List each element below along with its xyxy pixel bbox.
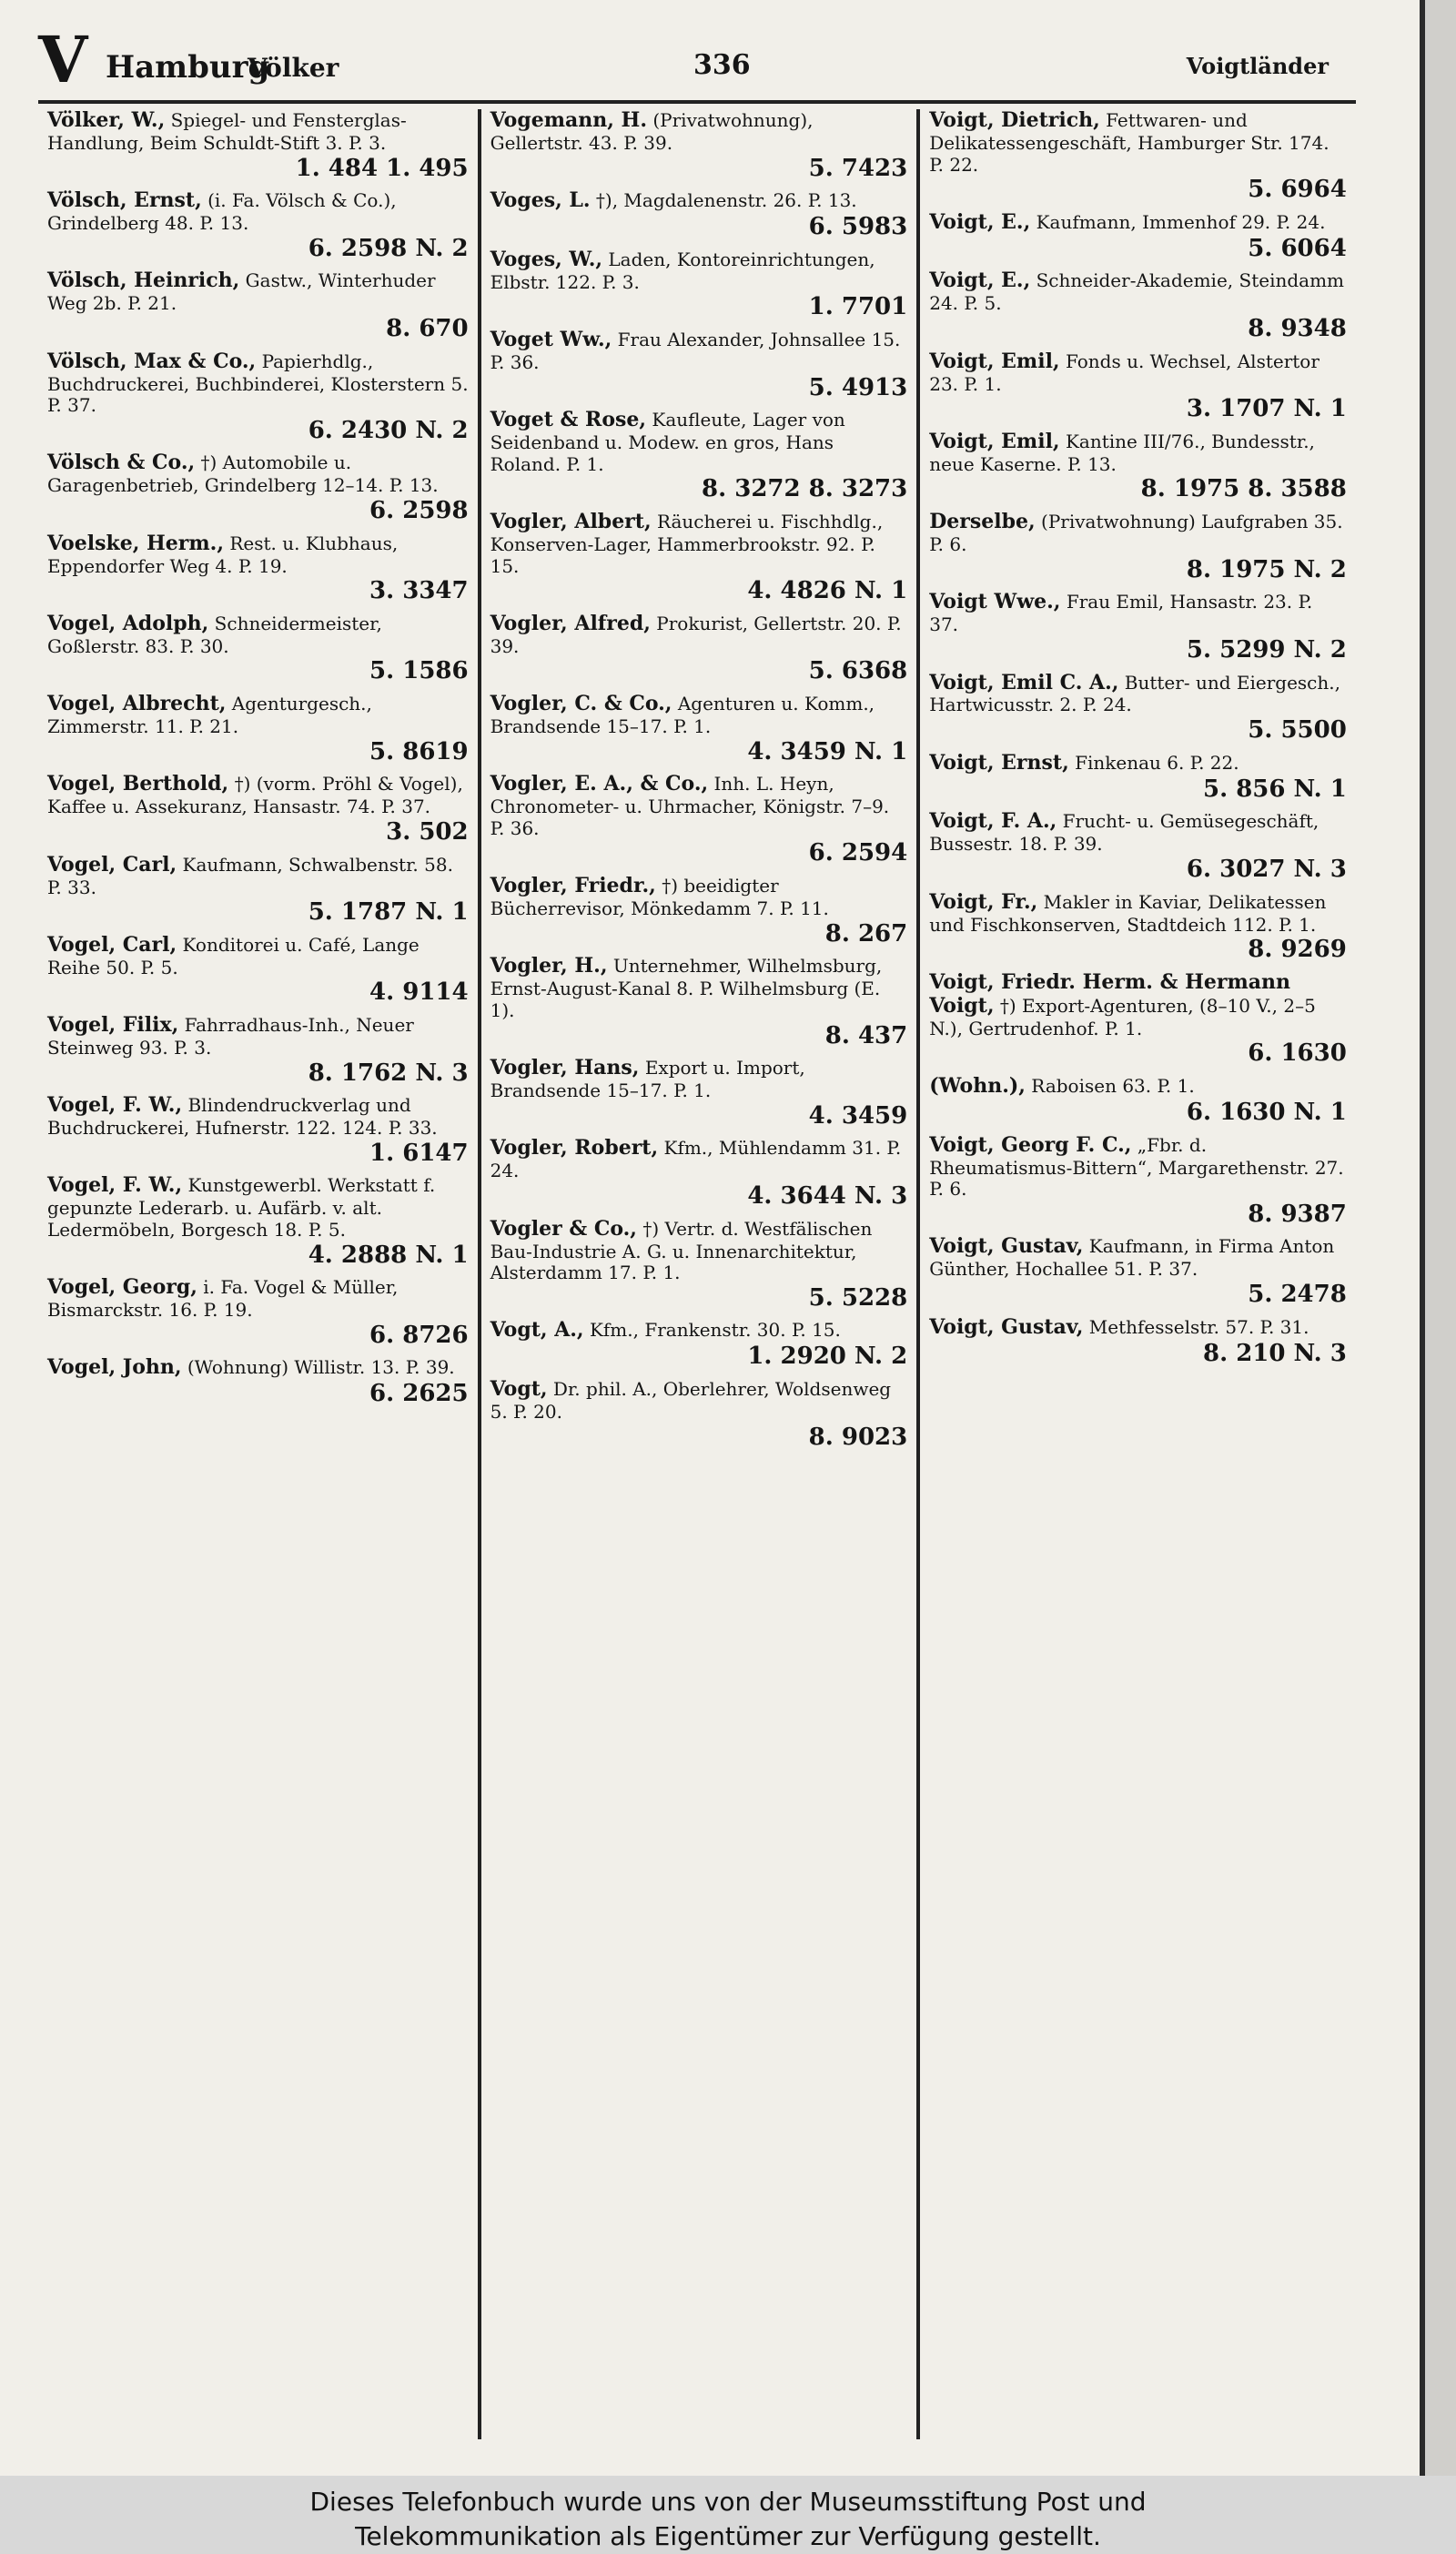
page-header <box>38 22 1356 97</box>
directory-entry <box>47 1094 469 1167</box>
directory-entry <box>490 693 908 765</box>
entry-phone-number: 8. 670 <box>386 314 469 342</box>
entry-name: Vogler, Alfred, <box>490 611 651 635</box>
directory-entry <box>929 971 1347 1068</box>
entry-phone-number: 5. 6964 <box>1248 176 1347 204</box>
entry-details: (Privatwohnung) Laufgraben 35. P. 6. <box>929 511 1343 556</box>
directory-entry <box>490 875 908 948</box>
entry-phone-number: 6. 1630 <box>1248 1039 1347 1068</box>
directory-entry <box>929 109 1347 204</box>
entry-name: Vogel, Georg, <box>47 1275 197 1300</box>
entry-phone-number: 3. 502 <box>386 817 469 846</box>
entry-name: Völker, W., <box>47 108 166 132</box>
entry-phone-number: 5. 4913 <box>808 373 908 401</box>
entry-phone-number: 6. 2594 <box>808 839 908 867</box>
entry-name: Vogel, Filix, <box>47 1013 179 1037</box>
directory-entry <box>47 773 469 846</box>
entry-details: Fonds u. Wechsel, Alstertor 23. P. 1. <box>929 350 1320 395</box>
entry-details: †), Magdalenenstr. 26. P. 13. <box>595 189 857 212</box>
entry-name: Vogler & Co., <box>490 1216 637 1241</box>
entry-phone-number: 8. 3272 8. 3273 <box>702 475 908 503</box>
first-name-heading: Völker <box>248 53 339 83</box>
entry-name: Vogler, Hans, <box>490 1056 640 1080</box>
directory-entry <box>47 1276 469 1349</box>
entry-phone-number: 8. 9023 <box>808 1423 908 1451</box>
entry-name: Voigt, E., <box>929 269 1031 293</box>
entry-name: Vogel, Albrecht, <box>47 692 227 716</box>
directory-entry <box>490 329 908 401</box>
directory-entry <box>490 1057 908 1130</box>
entry-phone-number: 6. 2598 <box>369 497 469 525</box>
entry-details: Agenturgesch., Zimmerstr. 11. P. 21. <box>47 693 372 738</box>
entry-details: Frau Alexander, Johnsallee 15. P. 36. <box>490 329 901 374</box>
entry-name: Vogel, F. W., <box>47 1093 183 1118</box>
directory-columns <box>38 109 1356 2439</box>
entry-phone-number: 1. 6147 <box>369 1139 469 1167</box>
entry-phone-number: 8. 210 N. 3 <box>1203 1339 1347 1367</box>
entry-name: Vogel, Carl, <box>47 852 177 877</box>
last-name-heading: Voigtländer <box>1186 53 1329 79</box>
entry-phone-number: 8. 1975 N. 2 <box>1186 555 1347 583</box>
entry-details: Butter- und Eiergesch., Hartwicusstr. 2. P. 24. <box>929 671 1340 716</box>
directory-entry <box>490 109 908 182</box>
entry-phone-number: 5. 1787 N. 1 <box>308 898 469 927</box>
entry-name: Völsch, Ernst, <box>47 188 202 213</box>
entry-details: Kaufmann, Schwalbenstr. 58. P. 33. <box>47 853 453 898</box>
directory-entry <box>490 773 908 867</box>
directory-entry <box>490 409 908 503</box>
entry-name: Völsch, Max & Co., <box>47 349 257 373</box>
directory-entry <box>47 693 469 765</box>
entry-phone-number: 5. 5299 N. 2 <box>1186 635 1347 664</box>
entry-name: Vogel, Berthold, <box>47 772 229 796</box>
entry-details: Konditorei u. Café, Lange Reihe 50. P. 5. <box>47 933 420 978</box>
entry-phone-number: 6. 8726 <box>369 1321 469 1349</box>
entry-details: (Privatwohnung), Gellertstr. 43. P. 39. <box>490 109 814 154</box>
entry-details: Kantine III/76., Bundesstr., neue Kaserne. P. 13. <box>929 430 1315 475</box>
entry-phone-number: 6. 3027 N. 3 <box>1186 855 1347 883</box>
entry-name: Vogt, <box>490 1377 548 1402</box>
page-edge <box>1425 0 1456 2476</box>
entry-phone-number: 6. 2625 <box>369 1380 469 1408</box>
directory-entry <box>929 1134 1347 1229</box>
entry-phone-number: 8. 9387 <box>1248 1200 1347 1228</box>
entry-phone-number: 5. 7423 <box>808 154 908 182</box>
entry-details: Methfesselstr. 57. P. 31. <box>1088 1315 1309 1338</box>
directory-entry <box>47 854 469 927</box>
entry-phone-number: 8. 437 <box>824 1021 908 1049</box>
footer-line-1: Dieses Telefonbuch wurde uns von der Museumsstiftung Post und <box>309 2487 1147 2517</box>
entry-details: Kaufmann, in Firma Anton Günther, Hochallee 51. P. 37. <box>929 1235 1335 1281</box>
entry-phone-number: 6. 2598 N. 2 <box>308 234 469 262</box>
entry-name: Vogel, Carl, <box>47 932 177 957</box>
entry-details: Schneider-Akademie, Steindamm 24. P. 5. <box>929 269 1345 315</box>
entry-details: Agenturen u. Komm., Brandsende 15–17. P. 1. <box>490 693 875 738</box>
entry-details: Dr. phil. A., Oberlehrer, Woldsenweg 5. P. 20. <box>490 1378 892 1424</box>
entry-details: †) beeidigter Bücherrevisor, Mönkedamm 7. P. 11. <box>490 875 829 920</box>
entry-details: Export u. Import, Brandsende 15–17. P. 1. <box>490 1057 805 1102</box>
entry-details: i. Fa. Vogel & Müller, Bismarckstr. 16. P. 19. <box>47 1276 399 1322</box>
entry-name: Voigt, E., <box>929 209 1031 234</box>
entry-phone-number: 1. 484 1. 495 <box>295 154 469 182</box>
directory-entry <box>490 955 908 1049</box>
section-letter: V <box>38 22 88 97</box>
directory-entry <box>47 1014 469 1087</box>
entry-name: Derselbe, <box>929 510 1036 534</box>
directory-entry <box>47 532 469 605</box>
entry-details: Schneidermeister, Goßlerstr. 83. P. 30. <box>47 612 382 657</box>
directory-entry <box>929 350 1347 423</box>
directory-entry <box>47 451 469 524</box>
directory-entry <box>490 511 908 605</box>
entry-name: Vogler, E. A., & Co., <box>490 772 709 796</box>
entry-details: „Fbr. d. Rheumatismus-Bittern“, Margarethenstr. 27. P. 6. <box>929 1133 1344 1201</box>
entry-phone-number: 8. 9269 <box>1248 936 1347 964</box>
entry-details: Kunstgewerbl. Werkstatt f. gepunzte Lederarb. u. Aufärb. v. alt. Ledermöbeln, Borgesch 18. P. 5. <box>47 1174 436 1241</box>
page-number: 336 <box>693 49 751 81</box>
directory-entry <box>490 189 908 241</box>
entry-name: Vogler, Friedr., <box>490 874 656 898</box>
entry-name: Voigt, Emil C. A., <box>929 670 1119 694</box>
directory-entry <box>47 613 469 685</box>
entry-name: Völsch & Co., <box>47 451 196 475</box>
entry-name: Voget Ww., <box>490 328 612 352</box>
entry-details: †) (vorm. Pröhl & Vogel), Kaffee u. Assekuranz, Hansastr. 74. P. 37. <box>47 773 463 818</box>
entry-name: Voigt, Georg F. C., <box>929 1132 1132 1157</box>
entry-phone-number: 1. 7701 <box>808 293 908 321</box>
entry-phone-number: 8. 9348 <box>1248 314 1347 342</box>
footer-line-2: Telekommunikation als Eigentümer zur Verfügung gestellt. <box>355 2521 1101 2551</box>
entry-phone-number: 5. 2478 <box>1248 1280 1347 1308</box>
entry-details: Kaufmann, Immenhof 29. P. 24. <box>1036 210 1326 233</box>
entry-details: Papierhdlg., Buchdruckerei, Buchbinderei, Klosterstern 5. P. 37. <box>47 350 469 417</box>
directory-entry <box>47 1356 469 1408</box>
entry-phone-number: 6. 1630 N. 1 <box>1186 1098 1347 1126</box>
entry-details: Fahrradhaus-Inh., Neuer Steinweg 93. P. 3. <box>47 1014 414 1059</box>
entry-phone-number: 4. 3459 N. 1 <box>747 737 908 765</box>
directory-entry <box>929 1316 1347 1368</box>
entry-details: Inh. L. Heyn, Chronometer- u. Uhrmacher, Königstr. 7–9. P. 36. <box>490 773 890 839</box>
entry-name: Vogt, A., <box>490 1318 584 1343</box>
column-middle <box>478 109 917 2439</box>
entry-name: Voigt, Ernst, <box>929 750 1069 775</box>
entry-phone-number: 4. 4826 N. 1 <box>747 577 908 605</box>
header-rule <box>38 100 1356 104</box>
entry-details: Makler in Kaviar, Delikatessen und Fischkonserven, Stadtdeich 112. P. 1. <box>929 890 1327 936</box>
directory-entry <box>47 350 469 445</box>
entry-phone-number: 3. 3347 <box>369 577 469 605</box>
directory-entry <box>490 248 908 321</box>
entry-details: Prokurist, Gellertstr. 20. P. 39. <box>490 612 902 657</box>
entry-details: Finkenau 6. P. 22. <box>1075 751 1239 774</box>
directory-entry <box>929 672 1347 745</box>
directory-entry <box>47 1174 469 1269</box>
entry-details: (i. Fa. Völsch & Co.), Grindelberg 48. P. 13. <box>47 189 397 235</box>
entry-phone-number: 5. 1586 <box>369 657 469 685</box>
entry-details: Kfm., Mühlendamm 31. P. 24. <box>490 1137 902 1182</box>
entry-phone-number: 1. 2920 N. 2 <box>747 1343 908 1371</box>
directory-entry <box>929 591 1347 664</box>
directory-entry <box>929 1075 1347 1127</box>
entry-name: Voigt Wwe., <box>929 590 1061 614</box>
entry-name: Vogler, Robert, <box>490 1136 659 1160</box>
directory-entry <box>490 1218 908 1312</box>
entry-name: Vogel, Adolph, <box>47 611 209 635</box>
entry-name: Vogler, C. & Co., <box>490 692 672 716</box>
column-left <box>38 109 478 2439</box>
entry-details: Kfm., Frankenstr. 30. P. 15. <box>589 1319 841 1342</box>
column-right <box>916 109 1356 2439</box>
entry-name: Voges, L. <box>490 188 591 213</box>
entry-phone-number: 3. 1707 N. 1 <box>1186 395 1347 423</box>
entry-details: Raboisen 63. P. 1. <box>1031 1074 1195 1097</box>
entry-name: Voges, W., <box>490 247 603 271</box>
footer-caption <box>0 2476 1456 2554</box>
directory-entry <box>929 431 1347 503</box>
entry-name: Vogel, John, <box>47 1355 182 1380</box>
entry-details: Rest. u. Klubhaus, Eppendorfer Weg 4. P. 19. <box>47 532 399 577</box>
entry-name: Vogemann, H. <box>490 108 647 132</box>
directory-entry <box>490 1137 908 1210</box>
directory-entry <box>929 891 1347 964</box>
entry-details: †) Export-Agenturen, (8–10 V., 2–5 N.), Gertrudenhof. P. 1. <box>929 994 1316 1039</box>
entry-phone-number: 8. 267 <box>824 919 908 948</box>
entry-details: Blindendruckverlag und Buchdruckerei, Hufnerstr. 122. 124. P. 33. <box>47 1094 438 1140</box>
entry-details: Laden, Kontoreinrichtungen, Elbstr. 122. P. 3. <box>490 248 875 293</box>
entry-name: Vogler, H., <box>490 954 608 978</box>
directory-entry <box>47 269 469 342</box>
entry-phone-number: 4. 9114 <box>369 978 469 1007</box>
directory-entry <box>490 613 908 685</box>
entry-name: Vogel, F. W., <box>47 1173 183 1198</box>
directory-entry <box>929 211 1347 263</box>
directory-entry <box>929 1235 1347 1308</box>
entry-phone-number: 5. 6368 <box>808 657 908 685</box>
entry-name: Voigt, Gustav, <box>929 1234 1084 1259</box>
entry-name: Voigt, Emil, <box>929 429 1060 453</box>
entry-phone-number: 5. 5500 <box>1248 716 1347 745</box>
directory-entry <box>929 810 1347 883</box>
entry-phone-number: 4. 3459 <box>808 1101 908 1130</box>
entry-name: Voigt, Friedr. Herm. & Hermann Voigt, <box>929 969 1291 1018</box>
entry-name: Voget & Rose, <box>490 408 647 432</box>
entry-name: Völsch, Heinrich, <box>47 269 240 293</box>
entry-details: Unternehmer, Wilhelmsburg, Ernst-August-Kanal 8. P. Wilhelmsburg (E. 1). <box>490 955 883 1021</box>
directory-entry <box>929 752 1347 804</box>
city-heading: Hamburg <box>106 49 270 86</box>
entry-name: Voigt, Gustav, <box>929 1314 1084 1339</box>
entry-name: Voelske, Herm., <box>47 531 224 555</box>
directory-entry <box>47 934 469 1007</box>
entry-details: Frau Emil, Hansastr. 23. P. 37. <box>929 591 1313 636</box>
entry-phone-number: 8. 1975 8. 3588 <box>1140 475 1347 503</box>
entry-phone-number: 8. 1762 N. 3 <box>308 1059 469 1087</box>
entry-details: Kaufleute, Lager von Seidenband u. Modew. en gros, Hans Roland. P. 1. <box>490 409 845 475</box>
entry-phone-number: 4. 3644 N. 3 <box>747 1181 908 1210</box>
directory-entry <box>47 109 469 182</box>
entry-details: Gastw., Winterhuder Weg 2b. P. 21. <box>47 269 436 315</box>
entry-details: †) Vertr. d. Westfälischen Bau-Industrie A. G. u. Innenarchitektur, Alsterdamm 17. P. 1. <box>490 1217 873 1284</box>
directory-entry <box>47 189 469 262</box>
entry-details: Fettwaren- und Delikatessengeschäft, Hamburger Str. 174. P. 22. <box>929 109 1330 176</box>
entry-phone-number: 6. 2430 N. 2 <box>308 416 469 444</box>
entry-phone-number: 6. 5983 <box>808 213 908 241</box>
entry-name: Vogler, Albert, <box>490 510 652 534</box>
entry-phone-number: 5. 856 N. 1 <box>1203 775 1347 803</box>
entry-name: (Wohn.), <box>929 1073 1026 1098</box>
entry-name: Voigt, Fr., <box>929 889 1038 914</box>
entry-details: Frucht- u. Gemüsegeschäft, Bussestr. 18. P. 39. <box>929 810 1320 856</box>
entry-name: Voigt, Emil, <box>929 349 1060 373</box>
entry-phone-number: 5. 5228 <box>808 1283 908 1312</box>
entry-details: †) Automobile u. Garagenbetrieb, Grindelberg 12–14. P. 13. <box>47 451 439 497</box>
directory-entry <box>929 511 1347 583</box>
entry-details: Räucherei u. Fischhdlg., Konserven-Lager, Hammerbrookstr. 92. P. 15. <box>490 511 884 577</box>
entry-details: (Wohnung) Willistr. 13. P. 39. <box>187 1356 455 1379</box>
directory-entry <box>490 1378 908 1451</box>
entry-name: Voigt, Dietrich, <box>929 108 1100 132</box>
entry-name: Voigt, F. A., <box>929 809 1057 834</box>
directory-entry <box>490 1319 908 1371</box>
entry-details: Spiegel- und Fensterglas-Handlung, Beim Schuldt-Stift 3. P. 3. <box>47 109 407 154</box>
entry-phone-number: 4. 2888 N. 1 <box>308 1241 469 1269</box>
entry-phone-number: 5. 6064 <box>1248 234 1347 262</box>
entry-phone-number: 5. 8619 <box>369 737 469 765</box>
directory-entry <box>929 269 1347 342</box>
